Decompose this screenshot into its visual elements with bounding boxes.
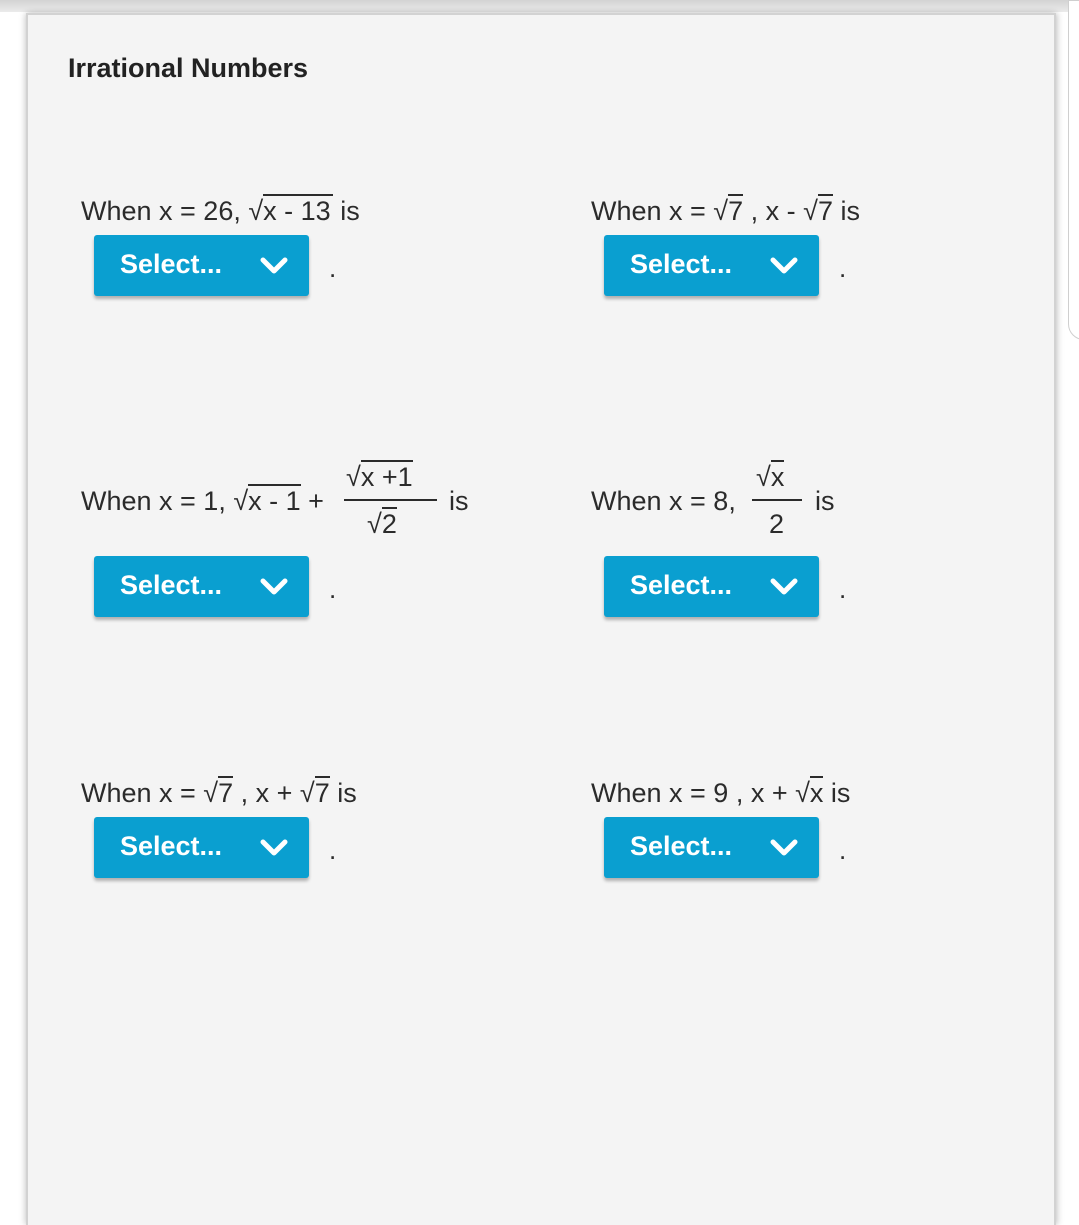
period-3: . — [329, 574, 337, 604]
chevron-down-icon — [260, 839, 288, 857]
select-dropdown-3[interactable]: Select... — [94, 556, 309, 617]
question-3-numerator: √x +1 — [346, 462, 413, 492]
question-1-text: When x = 26, √x - 13 is — [81, 196, 360, 226]
question-3-denominator: √2 — [367, 509, 397, 539]
page-title: Irrational Numbers — [68, 53, 309, 83]
question-3-text: When x = 1, √x - 1 + — [81, 486, 324, 516]
question-4-is: is — [815, 486, 835, 516]
chevron-down-icon — [260, 578, 288, 596]
question-4-denominator: 2 — [769, 509, 785, 539]
select-dropdown-6[interactable]: Select... — [604, 817, 819, 878]
question-6-text: When x = 9 , x + √x is — [591, 778, 851, 808]
chevron-down-icon — [770, 257, 798, 275]
top-strip — [0, 0, 1079, 12]
period-1: . — [329, 253, 337, 283]
question-4-fraction-bar — [752, 499, 802, 501]
select-dropdown-5[interactable]: Select... — [94, 817, 309, 878]
period-6: . — [839, 835, 847, 865]
question-5-text: When x = √7 , x + √7 is — [81, 778, 357, 808]
question-2-text: When x = √7 , x - √7 is — [591, 196, 861, 226]
question-4-text: When x = 8, — [591, 486, 736, 516]
question-4-numerator: √x — [756, 462, 785, 492]
period-5: . — [329, 835, 337, 865]
chevron-down-icon — [770, 578, 798, 596]
chevron-down-icon — [260, 257, 288, 275]
period-2: . — [839, 253, 847, 283]
side-tab[interactable] — [1068, 0, 1079, 340]
select-dropdown-4[interactable]: Select... — [604, 556, 819, 617]
period-4: . — [839, 574, 847, 604]
select-dropdown-2[interactable]: Select... — [604, 235, 819, 296]
question-3-fraction-bar — [344, 499, 437, 501]
question-3-is: is — [449, 486, 469, 516]
select-dropdown-1[interactable]: Select... — [94, 235, 309, 296]
chevron-down-icon — [770, 839, 798, 857]
